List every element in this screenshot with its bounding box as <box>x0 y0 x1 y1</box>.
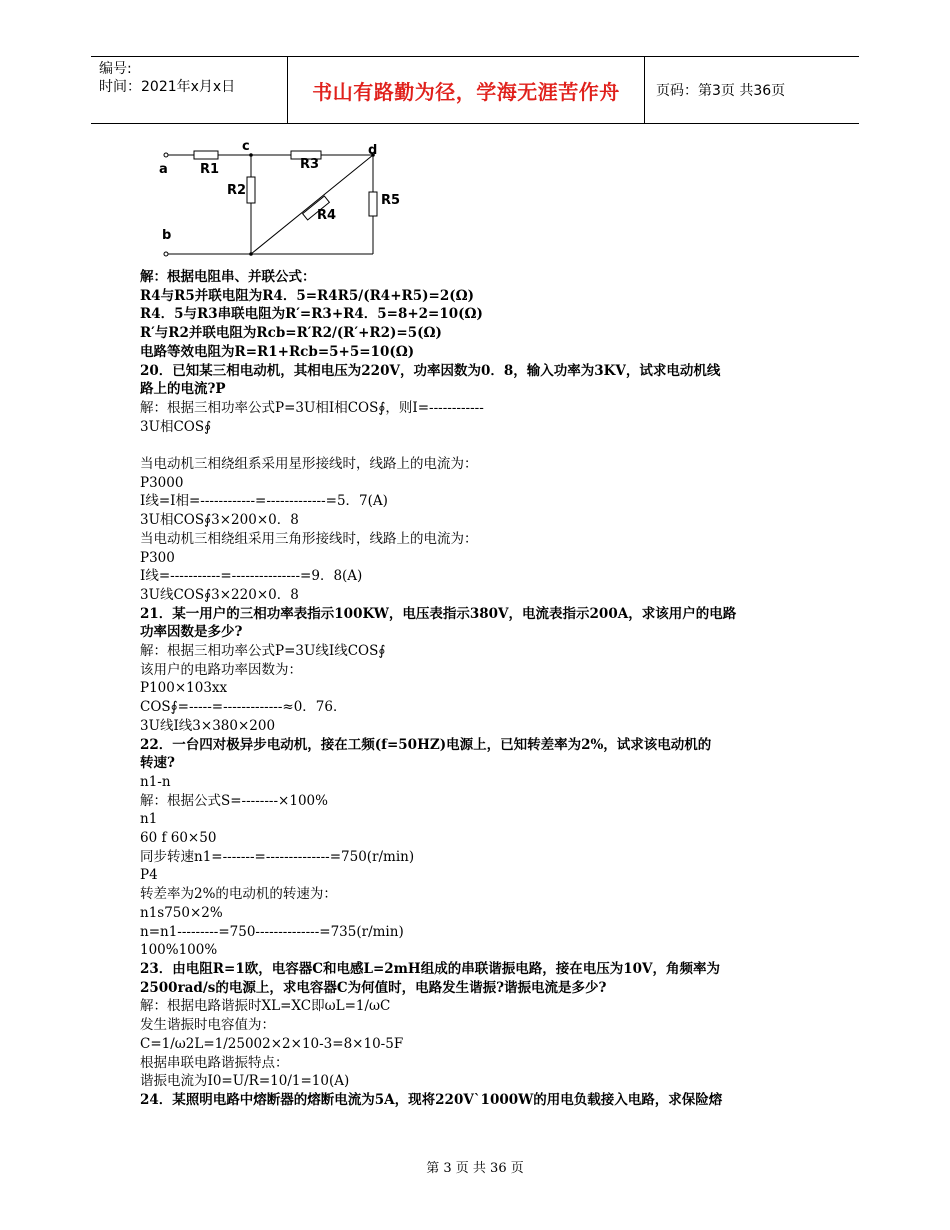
terminal-b <box>164 252 168 256</box>
text-line: 20．已知某三相电动机，其相电压为220V，功率因数为0．8，输入功率为3KV，试求电动机线 <box>140 362 721 379</box>
text-line: 100%100% <box>140 942 218 959</box>
text-line: 根据串联电路谐振特点： <box>140 1054 289 1071</box>
text-line: 解：根据电路谐振时XL=XC即ωL=1/ωC <box>140 998 391 1015</box>
text-line: n1s750×2% <box>140 904 223 921</box>
text-line <box>140 436 840 455</box>
text-line: P100×103xx <box>140 680 228 697</box>
text-line: I线=-----------=---------------=9．8(A) <box>140 568 363 585</box>
text-line: 24．某照明电路中熔断器的熔断电流为5A，现将220V`1000W的用电负载接入电路，求保险熔 <box>140 1091 723 1108</box>
text-line: 60 f 60×50 <box>140 830 217 847</box>
text-line: 2500rad/s的电源上，求电容器C为何值时，电路发生谐振?谐振电流是多少? <box>140 979 607 996</box>
text-line: 23．由电阻R=1欧，电容器C和电感L=2mH组成的串联谐振电路，接在电压为10V，角频率为 <box>140 961 720 977</box>
label-c: c <box>242 139 250 154</box>
time-label: 时间：2021年x月x日 <box>99 79 236 95</box>
resistor-r1 <box>194 151 218 159</box>
node-bottom <box>249 252 253 256</box>
text-line: 21．某一用户的三相功率表指示100KW，电压表指示380V，电流表指示200A，求该用户的电路 <box>140 605 737 622</box>
text-line: I线=I相=------------=-------------=5．7(A) <box>140 493 388 510</box>
text-line: 电路等效电阻为R=R1+Rcb=5+5=10(Ω) <box>140 343 415 360</box>
text-line: P300 <box>140 549 175 566</box>
page-header <box>91 56 859 124</box>
text-line: 功率因数是多少? <box>140 624 243 641</box>
text-line: 3U线COS∮3×220×0．8 <box>140 586 299 603</box>
text-line: P4 <box>140 867 158 884</box>
text-line: n1-n <box>140 773 171 790</box>
label-r2: R2 <box>227 183 247 198</box>
terminal-a <box>164 153 168 157</box>
text-line: 转速? <box>140 755 175 772</box>
label-d: d <box>368 143 378 158</box>
label-r5: R5 <box>381 193 401 208</box>
text-line: 同步转速n1=-------=--------------=750(r/min) <box>140 848 415 865</box>
label-a: a <box>159 162 168 177</box>
text-line: 22．一台四对极异步电动机，接在工频(f=50HZ)电源上，已知转差率为2%，试求该电动机的 <box>140 736 712 753</box>
text-line: n=n1---------=750--------------=735(r/min) <box>140 923 404 940</box>
text-line: 路上的电流?P <box>140 381 226 398</box>
text-line: 3U相COS∮ <box>140 418 212 435</box>
text-line: 解：根据电阻串、并联公式： <box>140 269 316 285</box>
text-line: R′与R2并联电阻为Rcb=R′R2/(R′+R2)=5(Ω) <box>140 325 442 342</box>
header-page-info: 页码：第3页 共36页 <box>656 83 786 99</box>
node-c <box>249 153 253 157</box>
header-meta <box>91 57 287 123</box>
document-body <box>140 268 840 1110</box>
number-label: 编号: <box>99 61 132 77</box>
resistor-r2 <box>247 177 255 203</box>
text-line: 3U线I线3×380×200 <box>140 717 276 734</box>
text-line: R4与R5并联电阻为R4．5=R4R5/(R4+R5)=2(Ω) <box>140 287 475 304</box>
label-b: b <box>162 228 172 243</box>
circuit-diagram <box>150 136 430 266</box>
text-line: 谐振电流为I0=U/R=10/1=10(A) <box>140 1073 350 1090</box>
text-line: R4．5与R3串联电阻为R′=R3+R4．5=8+2=10(Ω) <box>140 306 483 323</box>
resistor-r5 <box>369 192 377 216</box>
text-line: n1 <box>140 811 158 828</box>
text-line: COS∮=-----=-------------≈0．76． <box>140 699 347 716</box>
page-footer: 第 3 页 共 36 页 <box>426 1161 524 1176</box>
header-motto-cell <box>287 57 645 123</box>
label-r3: R3 <box>300 157 320 172</box>
text-line: 解：根据三相功率公式P=3U相I相COS∮，则I=------------ <box>140 399 484 416</box>
text-line: 当电动机三相绕组采用三角形接线时，线路上的电流为： <box>140 530 478 547</box>
label-r1: R1 <box>200 162 220 177</box>
text-line: C=1/ω2L=1/25002×2×10-3=8×10-5F <box>140 1035 404 1052</box>
text-line: 转差率为2%的电动机的转速为： <box>140 886 337 903</box>
text-line: 发生谐振时电容值为： <box>140 1017 275 1034</box>
label-r4: R4 <box>317 208 337 223</box>
text-line: 解：根据三相功率公式P=3U线I线COS∮ <box>140 643 386 660</box>
text-line: 该用户的电路功率因数为： <box>140 661 302 678</box>
motto-text: 书山有路勤为径，学海无涯苦作舟 <box>312 79 620 104</box>
text-line: 解：根据公式S=--------×100% <box>140 792 328 809</box>
text-line: P3000 <box>140 474 184 491</box>
text-line: 当电动机三相绕组系采用星形接线时，线路上的电流为： <box>140 456 478 473</box>
text-line: 3U相COS∮3×200×0．8 <box>140 512 299 529</box>
